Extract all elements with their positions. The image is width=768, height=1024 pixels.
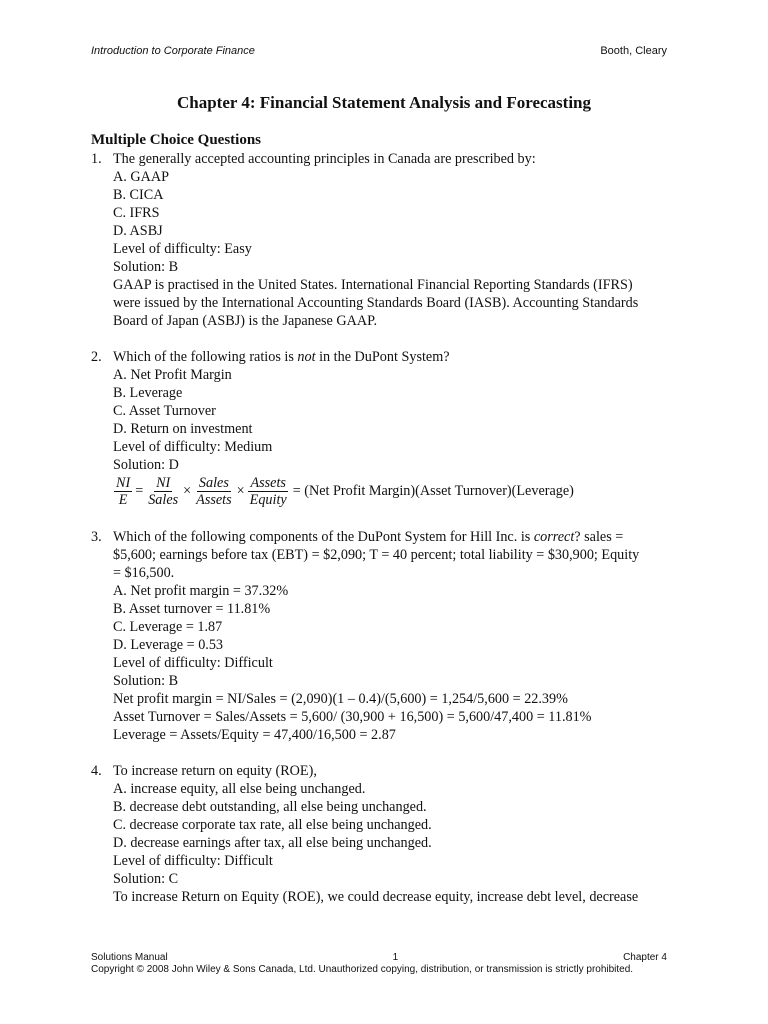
option: A. increase equity, all else being unchanged.	[113, 781, 366, 797]
option: C. IFRS	[113, 205, 160, 221]
question-text-line: = $16,500.	[113, 565, 175, 581]
option: A. Net Profit Margin	[113, 367, 232, 383]
document-body	[91, 130, 691, 906]
fraction: $\frac{NI}{E}$	[116, 474, 131, 508]
times-sign: ×	[236, 483, 245, 499]
option: C. Asset Turnover	[113, 403, 216, 419]
fraction: $\frac{\text{Sales}}{\text{Assets}}$	[196, 474, 232, 508]
page-number: 1	[392, 952, 399, 963]
header-book-title: Introduction to Corporate Finance	[91, 45, 255, 57]
footer-chapter: Chapter 4	[623, 952, 667, 963]
solution: Solution: B	[113, 673, 179, 689]
times-sign: ×	[183, 483, 192, 499]
explanation-line: GAAP is practised in the United States. International Financial Reporting Standards (IFRS)	[113, 277, 633, 293]
option: B. CICA	[113, 187, 164, 203]
fraction: $\frac{NI}{\text{Sales}}$	[148, 474, 179, 508]
explanation-line: Asset Turnover = Sales/Assets = 5,600/ (30,900 + 16,500) = 5,600/47,400 = 11.81%	[113, 709, 592, 725]
option: D. Return on investment	[113, 421, 253, 437]
difficulty: Level of difficulty: Difficult	[113, 853, 273, 869]
question-2	[91, 348, 691, 510]
explanation-line: Leverage = Assets/Equity = 47,400/16,500 = 2.87	[113, 727, 396, 743]
question-text-part: Which of the following components of the DuPont System for Hill Inc. is	[113, 529, 534, 545]
question-1	[91, 150, 691, 330]
question-text	[113, 528, 691, 546]
solution: Solution: C	[113, 871, 179, 887]
difficulty: Level of difficulty: Medium	[113, 439, 273, 455]
footer-manual: Solutions Manual	[91, 952, 168, 963]
solution: Solution: D	[113, 457, 179, 473]
section-heading: Multiple Choice Questions	[91, 132, 262, 148]
option: D. ASBJ	[113, 223, 163, 239]
difficulty: Level of difficulty: Difficult	[113, 655, 273, 671]
equals-sign: =	[135, 483, 144, 499]
question-4	[91, 762, 691, 906]
option: B. decrease debt outstanding, all else being unchanged.	[113, 799, 427, 815]
question-text: To increase return on equity (ROE),	[113, 763, 317, 779]
explanation-line: To increase Return on Equity (ROE), we could decrease equity, increase debt level, decrease	[113, 889, 639, 905]
chapter-title: Chapter 4: Financial Statement Analysis and Forecasting	[177, 93, 591, 112]
question-number: 1.	[91, 151, 102, 167]
question-text-part: Which of the following ratios is	[113, 349, 298, 365]
page-footer	[91, 952, 667, 976]
question-number: 2.	[91, 349, 102, 365]
fraction: $\frac{\text{Assets}}{\text{Equity}}$	[249, 474, 287, 508]
header-authors: Booth, Cleary	[600, 45, 667, 57]
question-text-line: $5,600; earnings before tax (EBT) = $2,090; T = 40 percent; total liability = $30,900; Equity	[113, 547, 640, 563]
formula-tail: = (Net Profit Margin)(Asset Turnover)(Leverage)	[292, 483, 574, 499]
option: A. GAAP	[113, 169, 169, 185]
option: B. Asset turnover = 11.81%	[113, 601, 271, 617]
question-emphasis: correct	[533, 529, 575, 545]
solution: Solution: B	[113, 259, 179, 275]
difficulty: Level of difficulty: Easy	[113, 241, 252, 257]
question-text-part: in the DuPont System?	[315, 349, 450, 365]
dupont-formula	[113, 472, 691, 510]
option: A. Net profit margin = 37.32%	[113, 583, 289, 599]
question-emphasis: not	[297, 349, 316, 365]
copyright-notice: Copyright © 2008 John Wiley & Sons Canada, Ltd. Unauthorized copying, distribution, or transmission is strictly prohibited.	[91, 964, 634, 975]
page-header	[91, 45, 667, 57]
question-3	[91, 528, 691, 744]
question-text	[113, 348, 691, 366]
option: C. decrease corporate tax rate, all else being unchanged.	[113, 817, 432, 833]
option: B. Leverage	[113, 385, 183, 401]
question-text: The generally accepted accounting principles in Canada are prescribed by:	[113, 151, 536, 167]
explanation-line: Board of Japan (ASBJ) is the Japanese GAAP.	[113, 313, 378, 329]
explanation-line: were issued by the International Accounting Standards Board (IASB). Accounting Standards	[113, 295, 639, 311]
option: D. Leverage = 0.53	[113, 637, 224, 653]
question-text-part: ? sales =	[574, 529, 624, 545]
explanation-line: Net profit margin = NI/Sales = (2,090)(1 – 0.4)/(5,600) = 1,254/5,600 = 22.39%	[113, 691, 568, 707]
question-number: 3.	[91, 529, 102, 545]
question-number: 4.	[91, 763, 102, 779]
option: C. Leverage = 1.87	[113, 619, 223, 635]
option: D. decrease earnings after tax, all else being unchanged.	[113, 835, 432, 851]
